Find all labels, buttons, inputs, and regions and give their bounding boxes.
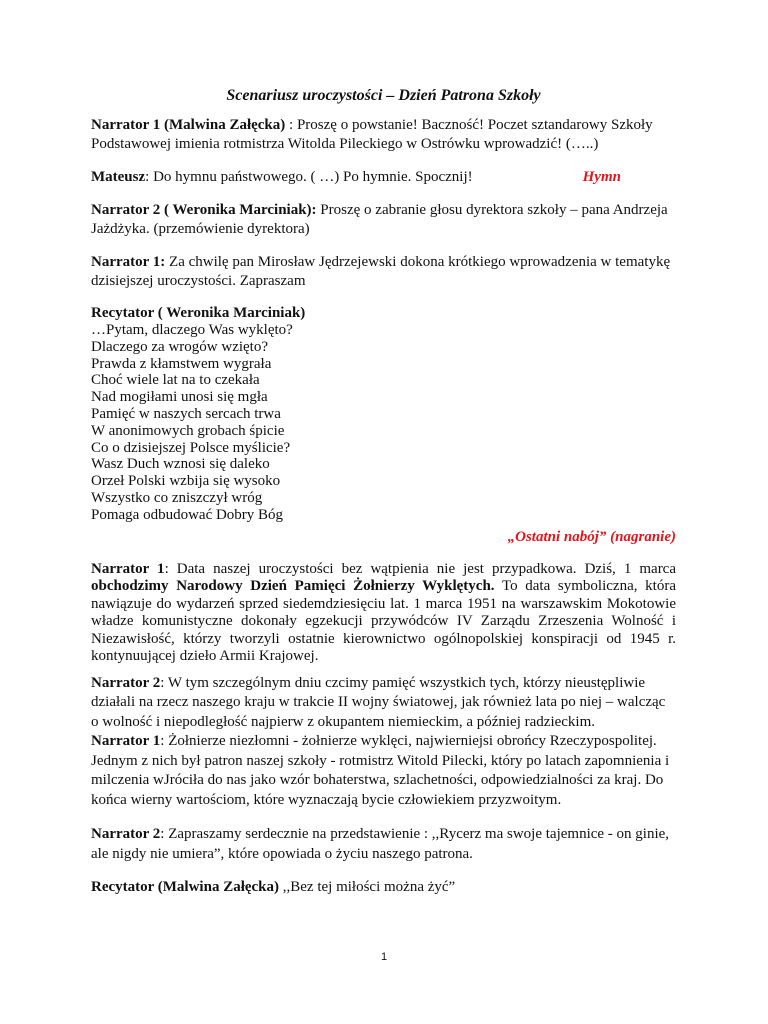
poem-line: Pamięć w naszych sercach trwa (91, 405, 281, 422)
speaker-label: Narrator 1 (Malwina Załęcka) (91, 117, 286, 133)
paragraph-narrator1-intro (91, 116, 676, 154)
paragraph-text: Za chwilę pan Mirosław Jędrzejewski dokona krótkiego wprowadzenia w tematykę dzisiejszej uroczystości. Zapraszam (91, 254, 671, 289)
paragraph-text: : Do hymnu państwowego. ( …) Po hymnie. Spocznij! (145, 169, 473, 185)
speaker-label: Narrator 2 ( Weronika Marciniak): (91, 202, 317, 218)
stage-cue-hymn: Hymn (582, 169, 621, 185)
poem-line: Wszystko co zniszczył wróg (91, 489, 263, 506)
poem-line: Pomaga odbudować Dobry Bóg (91, 506, 284, 523)
paragraph-narrator2-director (91, 201, 676, 239)
paragraph-narrator2-invitation (91, 824, 676, 864)
paragraph-text: Proszę o zabranie głosu dyrektora szkoły – pana Andrzeja Jażdżyka. (przemówienie dyrektora) (91, 202, 668, 237)
paragraph-narrator1-date (91, 561, 676, 666)
speaker-label: Recytator (Malwina Załęcka) (91, 879, 280, 896)
speaker-label: Narrator 1: (91, 254, 166, 270)
paragraph-narrator1-soldiers (91, 732, 676, 810)
paragraph-text: : Żołnierze niezłomni - żołnierze wyklęci, najwierniejsi obrońcy Rzeczypospolitej. Jednym z nich był patron naszej szkoły - rotmistrz Witold Pilecki, który po latach zapomnienia i milczenia wJróciła do nas jako wzór bohaterstwa, szlachetności, odpowiedzialności za kraj. Do końca wierny wartościom, które wyznaczają bycie człowiekiem przyzwoitym. (91, 733, 670, 808)
poem-line: W anonimowych grobach śpicie (91, 422, 285, 439)
paragraph-narrator1-introduction (91, 253, 676, 291)
recording-title: „Ostatni nabój” (nagranie) (507, 528, 676, 545)
poem-line: Nad mogiłami unosi się mgła (91, 389, 268, 406)
paragraph-bold-text: obchodzimy Narodowy Dzień Pamięci Żołnierzy Wyklętych. (91, 578, 495, 595)
speaker-label: Narrator 1 (91, 560, 165, 577)
page-number: 1 (380, 951, 388, 963)
poem-line: Co o dzisiejszej Polsce myślicie? (91, 439, 291, 456)
paragraph-mateusz (91, 168, 676, 187)
poem-speaker: Recytator ( Weronika Marciniak) (91, 305, 306, 321)
speaker-label: Mateusz (91, 169, 146, 185)
paragraph-narrator2-memory (91, 674, 676, 733)
speaker-label: Narrator 2 (91, 826, 161, 843)
poem-line: Wasz Duch wznosi się daleko (91, 456, 270, 473)
poem-line: …Pytam, dlaczego Was wyklęto? (91, 322, 293, 338)
poem-block (91, 305, 676, 547)
document-title: Scenariusz uroczystości – Dzień Patrona Szkoły (226, 87, 541, 104)
paragraph-text: To data symboliczna, która nawiązuje do wydarzeń sprzed siedemdziesięciu lat. 1 marca 1951 na warszawskim Mokotowie władze komunistyczne dokonały egzekucji przywódców IV Zarządu Zrzeszenia Wolność i Niezawisłość, którzy tworzyli ostatnie kierownictwo ogólnopolskiej konspiracji od 1945 r. kontynuującej dzieło Armii Krajowej. (91, 578, 677, 665)
paragraph-text: ,,Bez tej miłości można żyć” (279, 879, 456, 896)
speaker-label: Narrator 2 (91, 674, 161, 691)
paragraph-text: : Zapraszamy serdecznie na przedstawienie : ,,Rycerz ma swoje tajemnice - on ginie, ale nigdy nie umiera”, które opowiada o życiu naszego patrona. (91, 826, 670, 863)
paragraph-recitator-malwina (91, 878, 676, 897)
recording-cue (91, 528, 676, 547)
paragraph-text: : Proszę o powstanie! Baczność! Poczet sztandarowy Szkoły Podstawowej imienia rotmistrza Witolda Pileckiego w Ostrówku wprowadzić! (…..) (91, 117, 653, 152)
poem-line: Choć wiele lat na to czekała (91, 372, 260, 389)
speaker-label: Narrator 1 (91, 733, 161, 750)
paragraph-text: : Data naszej uroczystości bez wątpienia nie jest przypadkowa. Dziś, 1 marca (164, 560, 676, 577)
poem-line: Dlaczego za wrogów wzięto? (91, 338, 268, 355)
paragraph-text: : W tym szczególnym dniu czcimy pamięć wszystkich tych, którzy nieustępliwie działali na rzecz naszego kraju w trakcie II wojny światowej, jak również lata po niej – walcząc o wolność i niepodległość najpierw z okupantem niemieckim, a później radzieckim. (91, 674, 666, 730)
poem-line: Orzeł Polski wzbija się wysoko (91, 473, 281, 490)
poem-line: Prawda z kłamstwem wygrała (91, 355, 272, 372)
